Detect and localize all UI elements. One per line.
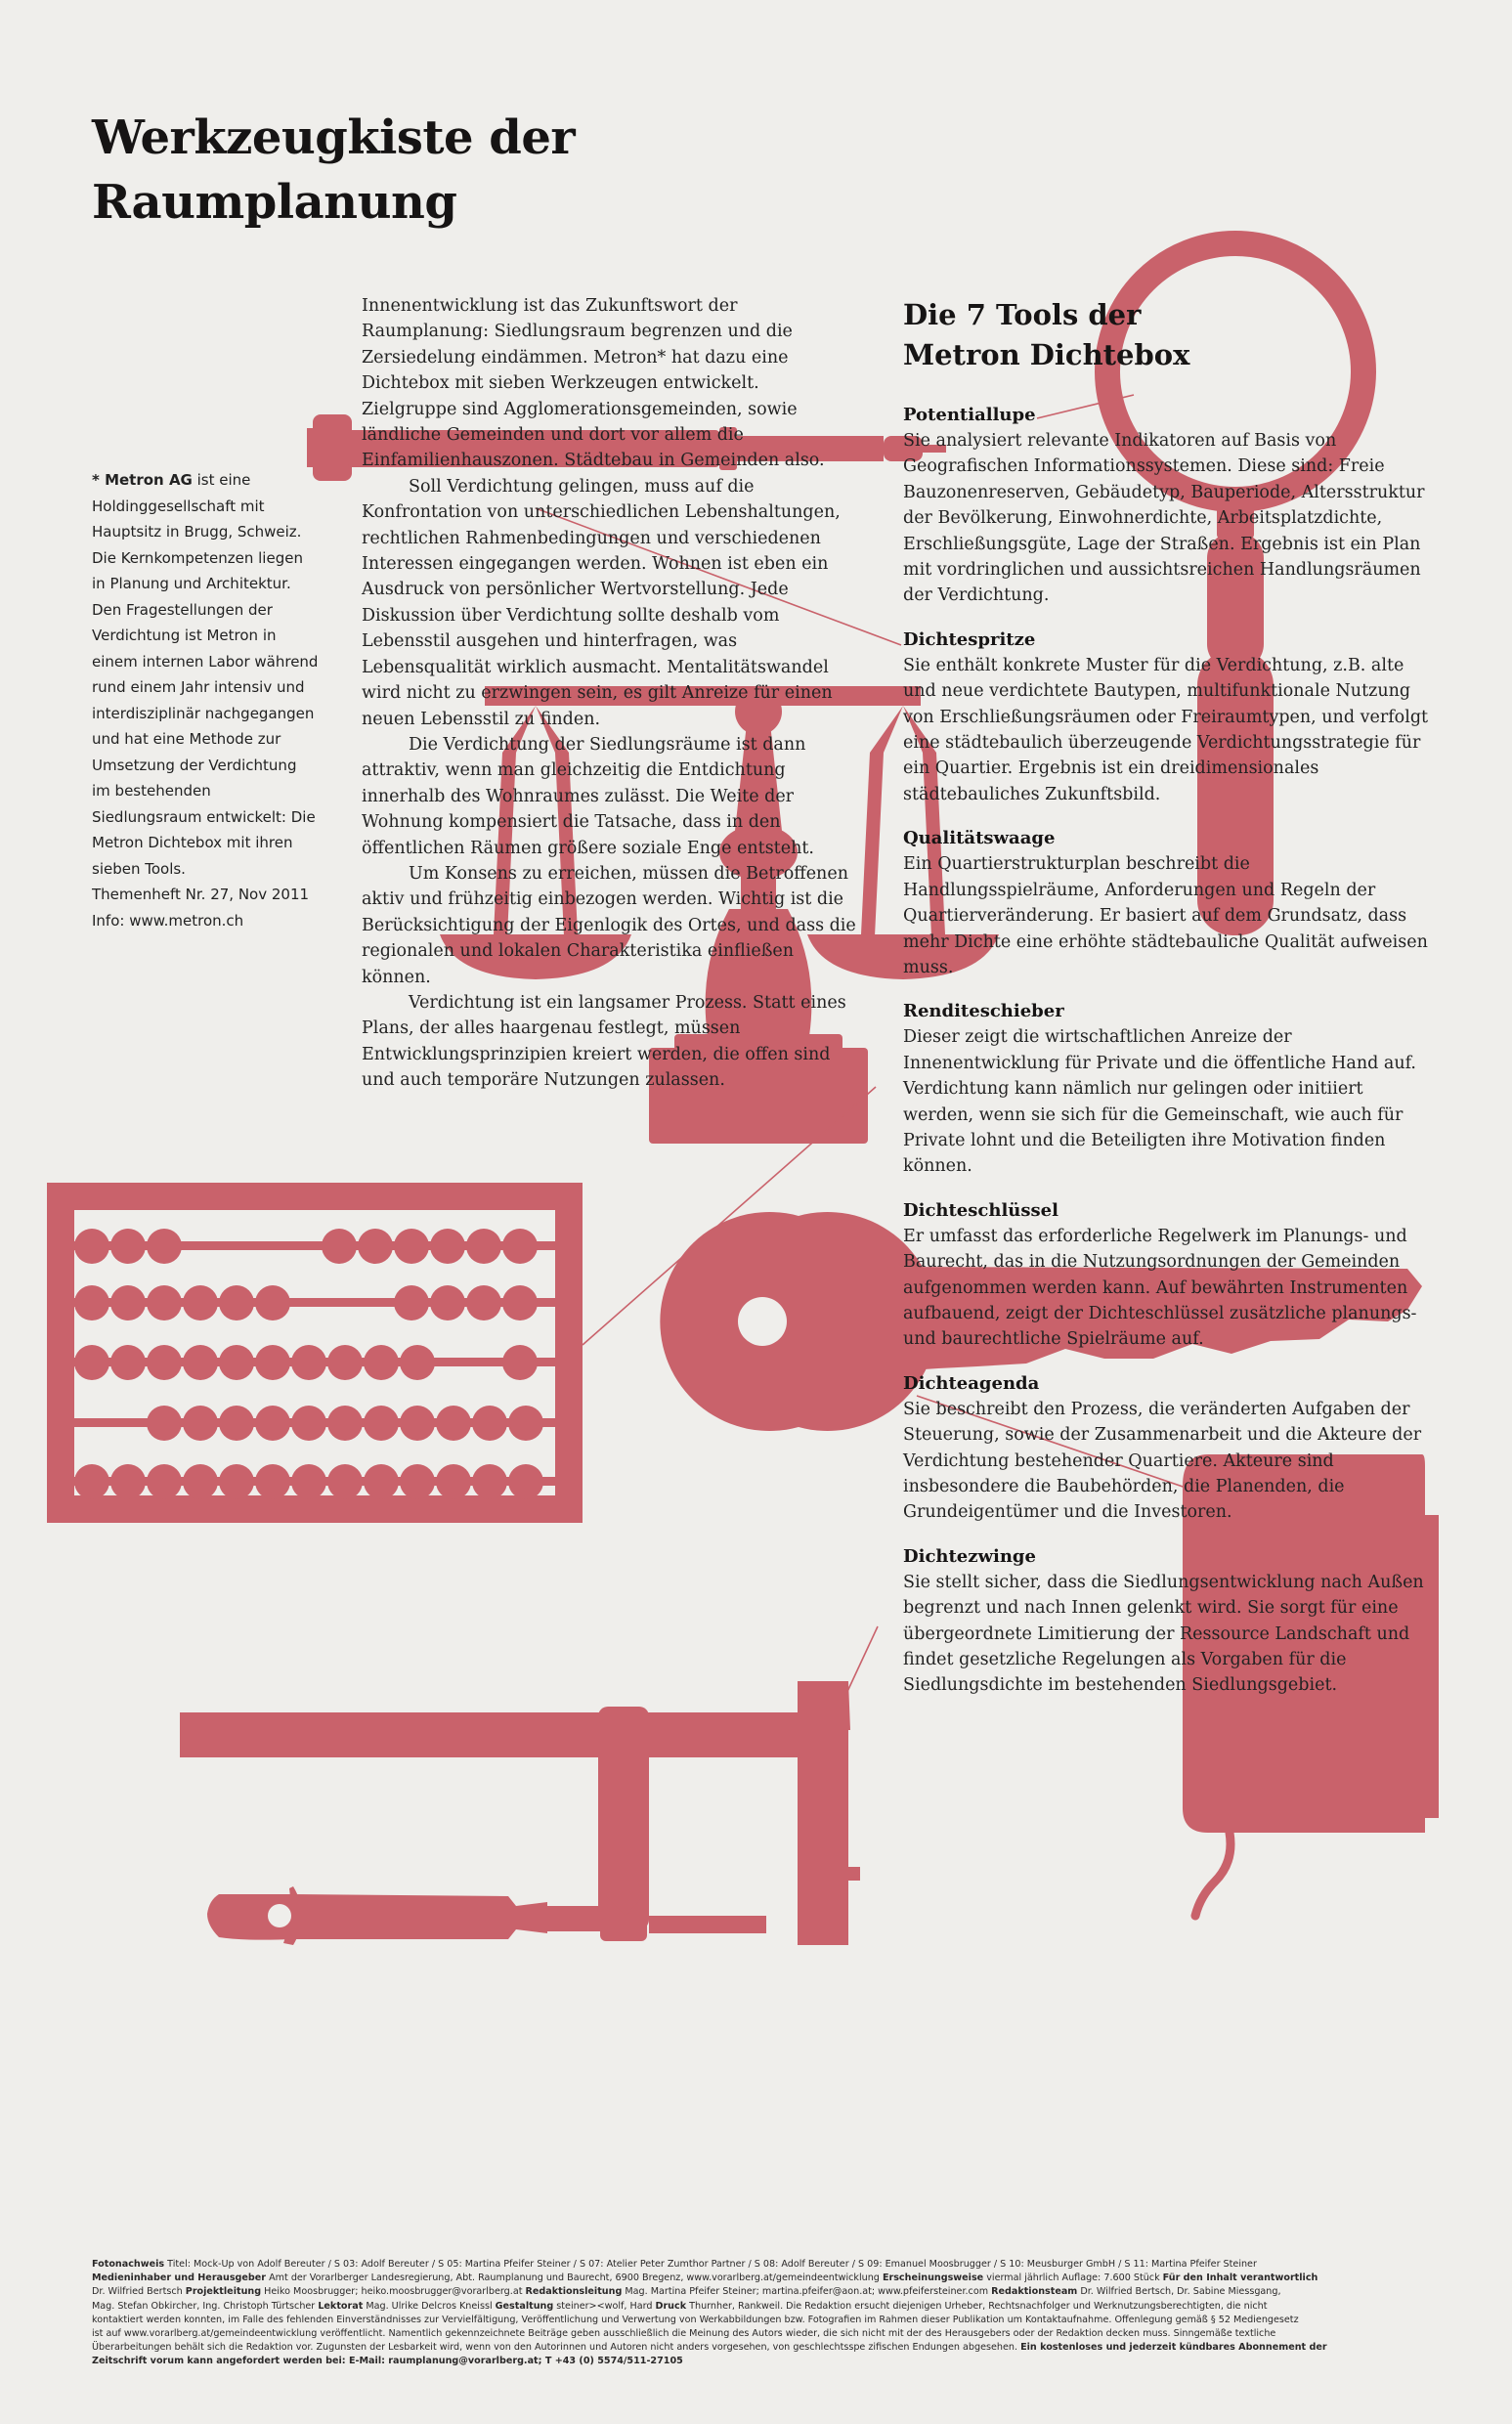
- metron-sidenote: [92, 467, 319, 933]
- footer-text: viermal jährlich Auflage: 7.600 Stück: [983, 2272, 1163, 2284]
- footer-label: Fotonachweis: [92, 2259, 165, 2270]
- footer-text: Titel: Mock-Up von Adolf Bereuter / S 03: Adolf Bereuter / S 05: Martina Pfeifer Steiner / S 07: Atelier Peter Zumthor Partner / S 08: Adolf Bereuter / S 09: Emanuel Moosbrugger / S 10: Meusburger GmbH / S 11: Martina Pfeifer Steiner: [164, 2259, 1257, 2270]
- tool-dichtespritze: [903, 628, 1431, 807]
- intro-paragraph: Soll Verdichtung gelingen, muss auf die Konfrontation von unterschiedlichen Lebenshaltungen, rechtlichen Rahmenbedingungen und verschiedenen Interessen eingegangen werden. Wohnen ist eben ein Ausdruck von persönlicher Wertvorstellung. Jede Diskussion über Verdichtung sollte deshalb vom Lebensstil ausgehen und hinterfragen, was Lebensqualität wirklich ausmacht. Mentalitätswandel wird nicht zu erzwingen sein, es gilt Anreize für einen neuen Lebensstil zu finden.: [362, 476, 841, 729]
- footer-label: Gestaltung: [495, 2300, 554, 2312]
- sidenote-lead: * Metron AG: [92, 471, 193, 489]
- tool-description: Sie beschreibt den Prozess, die veränderten Aufgaben der Steuerung, sowie der Zusammenarbeit und die Akteure der Verdichtung bestehender Quartiere. Akteure sind insbesondere die Baubehörden, die Planenden, die Grundeigentümer und die Investoren.: [903, 1399, 1422, 1523]
- abacus-icon: [61, 1196, 569, 1509]
- tool-description: Sie enthält konkrete Muster für die Verdichtung, z.B. alte und neue verdichtete Bautypen, multifunktionale Nutzung von Erschließungsräumen oder Freiraumtypen, und verfolgt eine städtebaulich überzeugende Verdichtungsstrategie für ein Quartier. Ergebnis ist ein dreidimensionales städtebauliches Zukunftsbild.: [903, 655, 1429, 804]
- tool-description: Er umfasst das erforderliche Regelwerk im Planungs- und Baurecht, das in die Nutzungsordnungen der Gemeinden aufgenommen werden kann. Auf bewährten Instrumenten aufbauend, zeigt der Dichteschlüssel zusätzliche planungs- und baurechtliche Spielräume auf.: [903, 1226, 1417, 1350]
- footer-label: Redaktionsleitung: [525, 2286, 623, 2298]
- intro-paragraph: Die Verdichtung der Siedlungsräume ist dann attraktiv, wenn man gleichzeitig die Entdichtung innerhalb des Wohnraumes zulässt. Die Weite der Wohnung kompensiert die Tatsache, dass in den öffentlichen Räumen größere soziale Enge entsteht.: [362, 734, 814, 858]
- tool-name: Dichteagenda: [903, 1372, 1040, 1394]
- tool-qualitaetswaage: [903, 826, 1431, 980]
- tool-name: Renditeschieber: [903, 1001, 1064, 1022]
- footer-text: steiner><wolf, Hard: [553, 2300, 656, 2312]
- tool-description: Sie stellt sicher, dass die Siedlungsentwicklung nach Außen begrenzt und nach Innen gelenkt wird. Sie sorgt für eine übergeordnete Limitierung der Ressource Landschaft und findet gesetzliche Regelungen als Vorgaben für die Siedlungsdichte im bestehenden Siedlungsgebiet.: [903, 1572, 1424, 1696]
- tool-renditeschieber: [903, 999, 1431, 1179]
- tools-list: [903, 403, 1431, 1717]
- intro-paragraph: Innenentwicklung ist das Zukunftswort der Raumplanung: Siedlungsraum begrenzen und die Zersiedelung eindämmen. Metron* hat dazu eine Dichtebox mit sieben Werkzeugen entwickelt. Zielgruppe sind Agglomerationsgemeinden, sowie ländliche Gemeinden und dort vor allem die Einfamilienhauszonen. Städtebau in Gemeinden also.: [362, 296, 825, 471]
- intro-article: [362, 293, 858, 1094]
- page-title: Werkzeugkiste der Raumplanung: [92, 110, 576, 230]
- footer-label: Druck: [655, 2300, 687, 2312]
- tool-name: Qualitätswaage: [903, 828, 1056, 849]
- footer-text: Heiko Moosbrugger; heiko.moosbrugger@vorarlberg.at: [261, 2286, 526, 2298]
- tool-dichteagenda: [903, 1371, 1431, 1526]
- tool-dichteschluessel: [903, 1198, 1431, 1353]
- sidenote-info: Info: www.metron.ch: [92, 911, 244, 930]
- tool-name: Dichteschlüssel: [903, 1199, 1058, 1221]
- sidenote-issue: Themenheft Nr. 27, Nov 2011: [92, 886, 310, 903]
- footer-text: Dr. Wilfried Bertsch: [92, 2286, 186, 2298]
- footer-text: Amt der Vorarlberger Landesregierung, Abt. Raumplanung und Baurecht, 6900 Bregenz, www.vorarlberg.at/gemeindeentwicklung: [266, 2272, 883, 2284]
- footer-text: Dr. Wilfried Bertsch, Dr. Sabine Miessgang,: [1077, 2286, 1281, 2298]
- tool-potentiallupe: [903, 403, 1431, 609]
- footer-label: Für den Inhalt verantwortlich: [1162, 2272, 1318, 2284]
- footer-text: Mag. Martina Pfeifer Steiner; martina.pfeifer@aon.at; www.pfeifersteiner.com: [622, 2286, 992, 2298]
- footer-text: Thurnher, Rankweil. Die Redaktion ersucht diejenigen Urheber, Rechtsnachfolger und Werknutzungsberechtigten, die nicht: [686, 2300, 1268, 2312]
- footer-label: Ein kostenloses und jederzeit kündbares Abonnement der: [1020, 2342, 1327, 2354]
- imprint-footer: [92, 2258, 1421, 2369]
- tool-name: Dichtezwinge: [903, 1545, 1036, 1567]
- footer-label: Erscheinungsweise: [882, 2272, 984, 2284]
- tool-description: Ein Quartierstrukturplan beschreibt die Handlungsspielräume, Anforderungen und Regeln der Quartierveränderung. Er basiert auf dem Grundsatz, dass mehr Dichte eine erhöhte städtebauliche Qualität aufweisen muss.: [903, 854, 1428, 977]
- sidenote-text: ist eine Holdinggesellschaft mit Hauptsitz in Brugg, Schweiz. Die Kernkompetenzen liegen in Planung und Architektur. Den Fragestellungen der Verdichtung ist Metron in einem internen Labor während rund einem Jahr intensiv und interdisziplinär nachgegangen und hat eine Methode zur Umsetzung der Verdichtung im bestehenden Siedlungsraum entwickelt: Die Metron Dichtebox mit ihren sieben Tools.: [92, 471, 319, 878]
- footer-label: Redaktionsteam: [991, 2286, 1078, 2298]
- tool-name: Dichtespritze: [903, 628, 1036, 650]
- tool-description: Sie analysiert relevante Indikatoren auf Basis von Geografischen Informationssystemen. Diese sind: Freie Bauzonenreserven, Gebäudetyp, Bauperiode, Altersstruktur der Bevölkerung, Einwohnerdichte, Arbeitsplatzdichte, Erschließungsgüte, Lage der Straßen. Ergebnis ist ein Plan mit vordringlichen und aussichtsreichen Handlungsräumen der Verdichtung.: [903, 431, 1425, 606]
- footer-text: Mag. Ulrike Delcros Kneissl: [363, 2300, 496, 2312]
- intro-paragraph: Um Konsens zu erreichen, müssen die Betroffenen aktiv und frühzeitig einbezogen werden. Wichtig ist die Berücksichtigung der Eigenlogik des Ortes, und dass die regionalen und lokalen Charakteristika einfließen können.: [362, 863, 856, 987]
- footer-label: Projektleitung: [185, 2286, 262, 2298]
- footer-label: Lektorat: [318, 2300, 364, 2312]
- footer-text: Mag. Stefan Obkircher, Ing. Christoph Türtscher: [92, 2300, 319, 2312]
- footer-text: Überarbeitungen behält sich die Redaktion vor. Zugunsten der Lesbarkeit wird, wenn von den Autorinnen und Autoren nicht anders vorgesehen, von geschlechtsspe zifischen Endungen abgesehen.: [92, 2342, 1021, 2354]
- tool-dichtezwinge: [903, 1544, 1431, 1699]
- tool-description: Dieser zeigt die wirtschaftlichen Anreize der Innenentwicklung für Private und die öffentliche Hand auf. Verdichtung kann nämlich nur gelingen oder initiiert werden, wenn sie sich für die Gemeinschaft, wie auch für Private lohnt und die Beteiligten ihre Motivation finden können.: [903, 1027, 1416, 1177]
- tool-name: Potentiallupe: [903, 405, 1036, 425]
- tools-heading: Die 7 Tools der Metron Dichtebox: [903, 298, 1190, 371]
- intro-paragraph: Verdichtung ist ein langsamer Prozess. Statt eines Plans, der alles haargenau festlegt, müssen Entwicklungsprinzipien kreiert werden, die offen sind und auch temporäre Nutzungen zulassen.: [362, 992, 846, 1091]
- footer-label: Medieninhaber und Herausgeber: [92, 2272, 267, 2284]
- footer-text: ist auf www.vorarlberg.at/gemeindeentwicklung veröffentlicht. Namentlich gekennzeichnete Beiträge geben ausschließlich die Meinung des Autors wieder, die sich nicht mit der des Herausgebers oder der Redaktion decken muss. Sinngemäße textliche: [92, 2328, 1276, 2340]
- footer-label: Zeitschrift vorum kann angefordert werden bei: E-Mail: raumplanung@vorarlberg.at; T +43 (0) 5574/511-27105: [92, 2356, 683, 2367]
- footer-text: kontaktiert werden konnten, im Falle des fehlenden Einverständnisses zur Vervielfältigung, Veröffentlichung und Verwertung von Werkabbildungen bzw. Fotografien im Rahmen dieser Publikation um Kontaktaufnahme. Offenlegung gemäß § 52 Mediengesetz: [92, 2314, 1299, 2325]
- clamp-icon: [180, 1681, 860, 1945]
